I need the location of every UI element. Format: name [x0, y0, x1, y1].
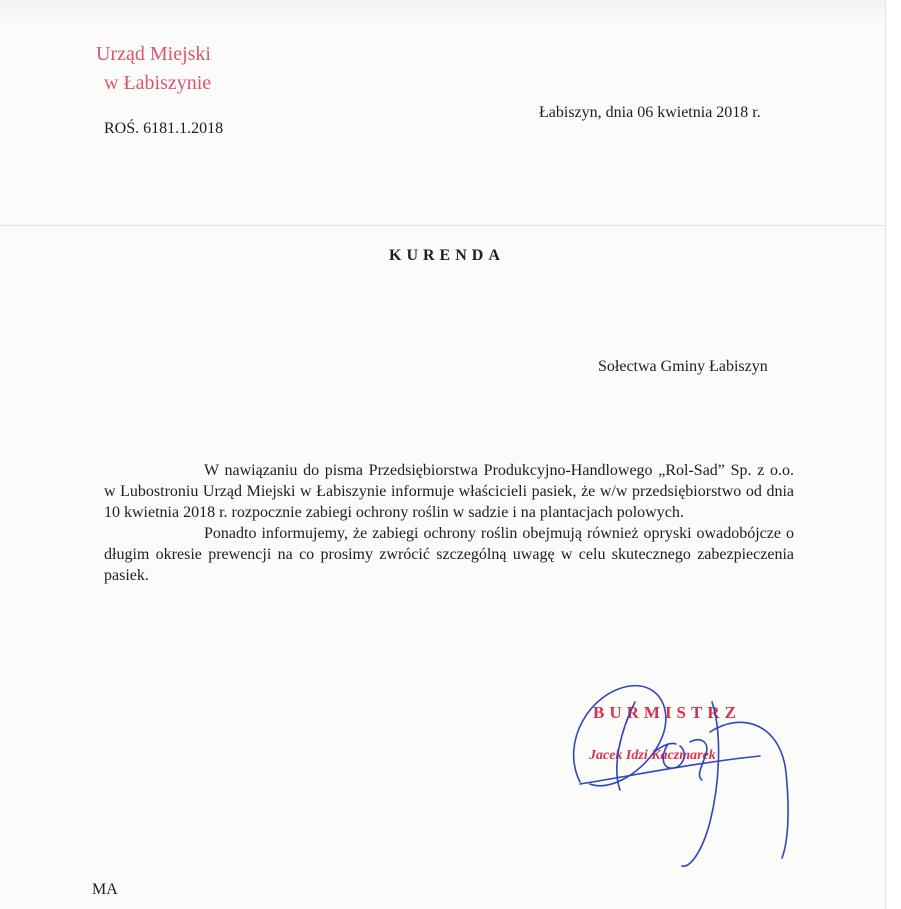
- stamp-line-1: Urząd Miejski: [96, 43, 211, 65]
- scan-artifact-line: [0, 225, 885, 226]
- document-date: Łabiszyn, dnia 06 kwietnia 2018 r.: [539, 104, 761, 121]
- signature-name-stamp: Jacek Idzi Kaczmarek: [589, 748, 716, 763]
- stamp-line-2: w Łabiszynie: [104, 72, 212, 94]
- letter-body: [104, 460, 794, 586]
- signature-title-stamp: BURMISTRZ: [593, 703, 741, 722]
- recipient: Sołectwa Gminy Łabiszyn: [598, 358, 768, 375]
- author-initials: MA: [92, 881, 118, 898]
- office-stamp: [96, 40, 256, 98]
- body-paragraph-1: W nawiązaniu do pisma Przedsiębiorstwa Produkcyjno-Handlowego „Rol-Sad” Sp. z o.o. w Lubostroniu Urząd Miejski w Łabiszynie informuje właścicieli pasiek, że w/w przedsiębiorstwo od dnia 10 kwietnia 2018 r. rozpocznie zabiegi ochrony roślin w sadzie i na plantacjach polowych.: [104, 462, 794, 521]
- handwritten-signature-icon: [550, 672, 810, 872]
- document-title: KURENDA: [389, 247, 505, 264]
- body-paragraph-2: Ponadto informujemy, że zabiegi ochrony roślin obejmują również opryski owadobójcze o długim okresie prewencji na co prosimy zwrócić szczególną uwagę w celu skutecznego zabezpieczenia pasiek.: [104, 525, 794, 584]
- scan-shadow: [0, 0, 885, 24]
- reference-number: ROŚ. 6181.1.2018: [104, 120, 224, 137]
